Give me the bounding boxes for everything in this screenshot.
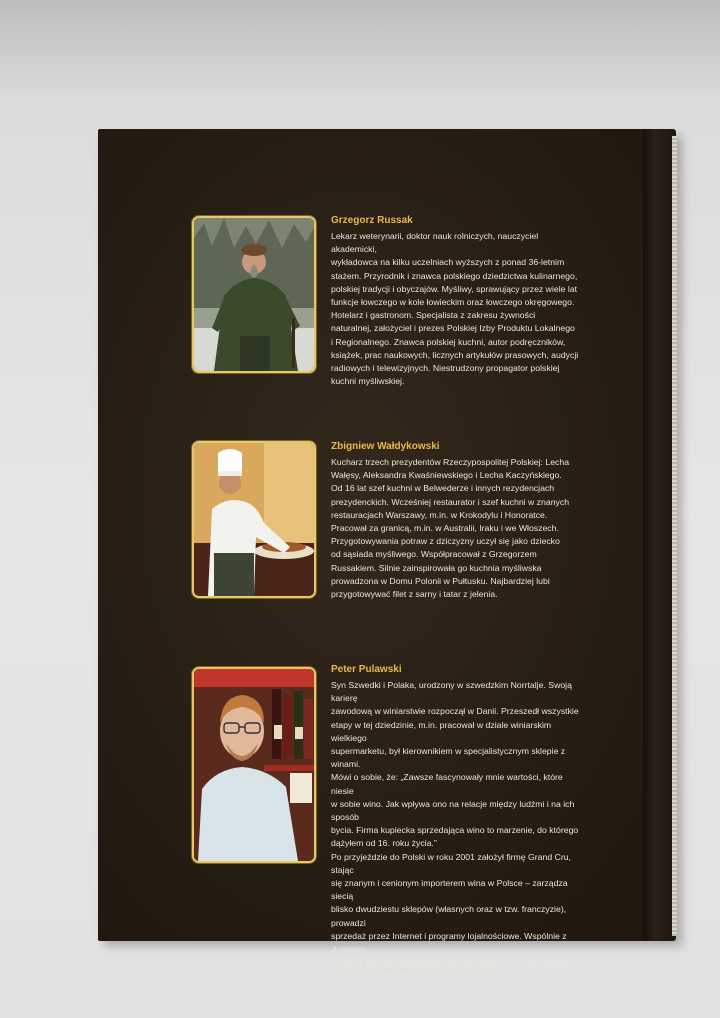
bio-text: Lekarz weterynarii, doktor nauk rolniczych, nauczyciel akademicki, wykładowca na kilku uczelniach wyższych z ponad 36-letnim stażem. Przyrodnik i znawca polskiego dziedzictwa kulinarnego, polskiej tradycji i obyczajów. Myśliwy, sprawujący przez wiele lat funkcje łowczego w kole łowieckim oraz łowczego okręgowego. Hotelarz i gastronom. Specjalista z zakresu żywności naturalnej, założyciel i prezes Polskiej Izby Produktu Lokalnego i Regionalnego. Znawca polskiej kuchni, autor podręczników, książek, prac naukowych, licznych artykułów prasowych, audycji radiowych i telewizyjnych. Niestrudzony propagator polskiej kuchni myśliwskiej.: [331, 231, 579, 387]
bio-name: Zbigniew Wałdykowski: [331, 441, 440, 452]
portrait-peter-pulawski: [192, 667, 316, 863]
bio-zbigniew-waldykowski: [331, 440, 581, 601]
bio-text: Kucharz trzech prezydentów Rzeczypospolitej Polskiej: Lecha Wałęsy, Aleksandra Kwaśniewskiego i Lecha Kaczyńskiego. Od 16 lat szef kuchni w Belwederze i innych rezydencjach prezydenckich. Wcześniej restaurator i szef kuchni w znanych restauracjach Warszawy, m.in. w Krokodylu i Honoratce. Pracował za granicą, m.in. w Australii, Iraku i we Włoszech. Przygotowywania potraw z dziczyzny uczył się jako dziecko od sąsiada myśliwego. Współpracował z Grzegorzem Russakiem. Silnie zainspirowała go kuchnia myśliwska prowadzona w Domu Polonii w Pułtusku. Najbardziej lubi przygotowywać filet z sarny i tatar z jelenia.: [331, 457, 570, 600]
bio-text: Syn Szwedki i Polaka, urodzony w szwedzkim Norrtalje. Swoją karierę zawodową w winiarstwie rozpoczął w Danii. Przeszedł wszystkie etapy w tej dziedzinie, m.in. pracował w dziale winiarskim wielkiego supermarketu, był kierownikiem w specjalistycznym sklepie z winami. Mówi o sobie, że: „Zawsze fascynowały mnie wartości, które niesie w sobie wino. Jak wpływa ono na relacje między ludźmi i na ich sposób bycia. Firma kupiecka sprzedająca wino to marzenie, do którego dążyłem od 16. roku życia.” Po przyjeździe do Polski w roku 2001 założył firmę Grand Cru, stając się znanym i cenionym importerem wina w Polsce – zarządza siecią blisko dwudziestu sklepów (własnych oraz w tzw. franczyzie), prowadzi sprzedaż przez Internet i programy lojalnościowe. Wspólnie z „Łowcem Polskim” jest pomysłodawcą serii win łowieckich – dla myśliwych i wszystkich miłośników dziczyzny i wina.: [331, 680, 580, 981]
bio-grzegorz-russak: [331, 214, 581, 388]
portrait-grzegorz-russak: [192, 216, 316, 373]
bio-name: Grzegorz Russak: [331, 215, 413, 226]
portrait-zbigniew-waldykowski: [192, 441, 316, 598]
bio-peter-pulawski: [331, 663, 581, 983]
bio-name: Peter Pulawski: [331, 664, 402, 675]
page-edges: [672, 136, 677, 936]
